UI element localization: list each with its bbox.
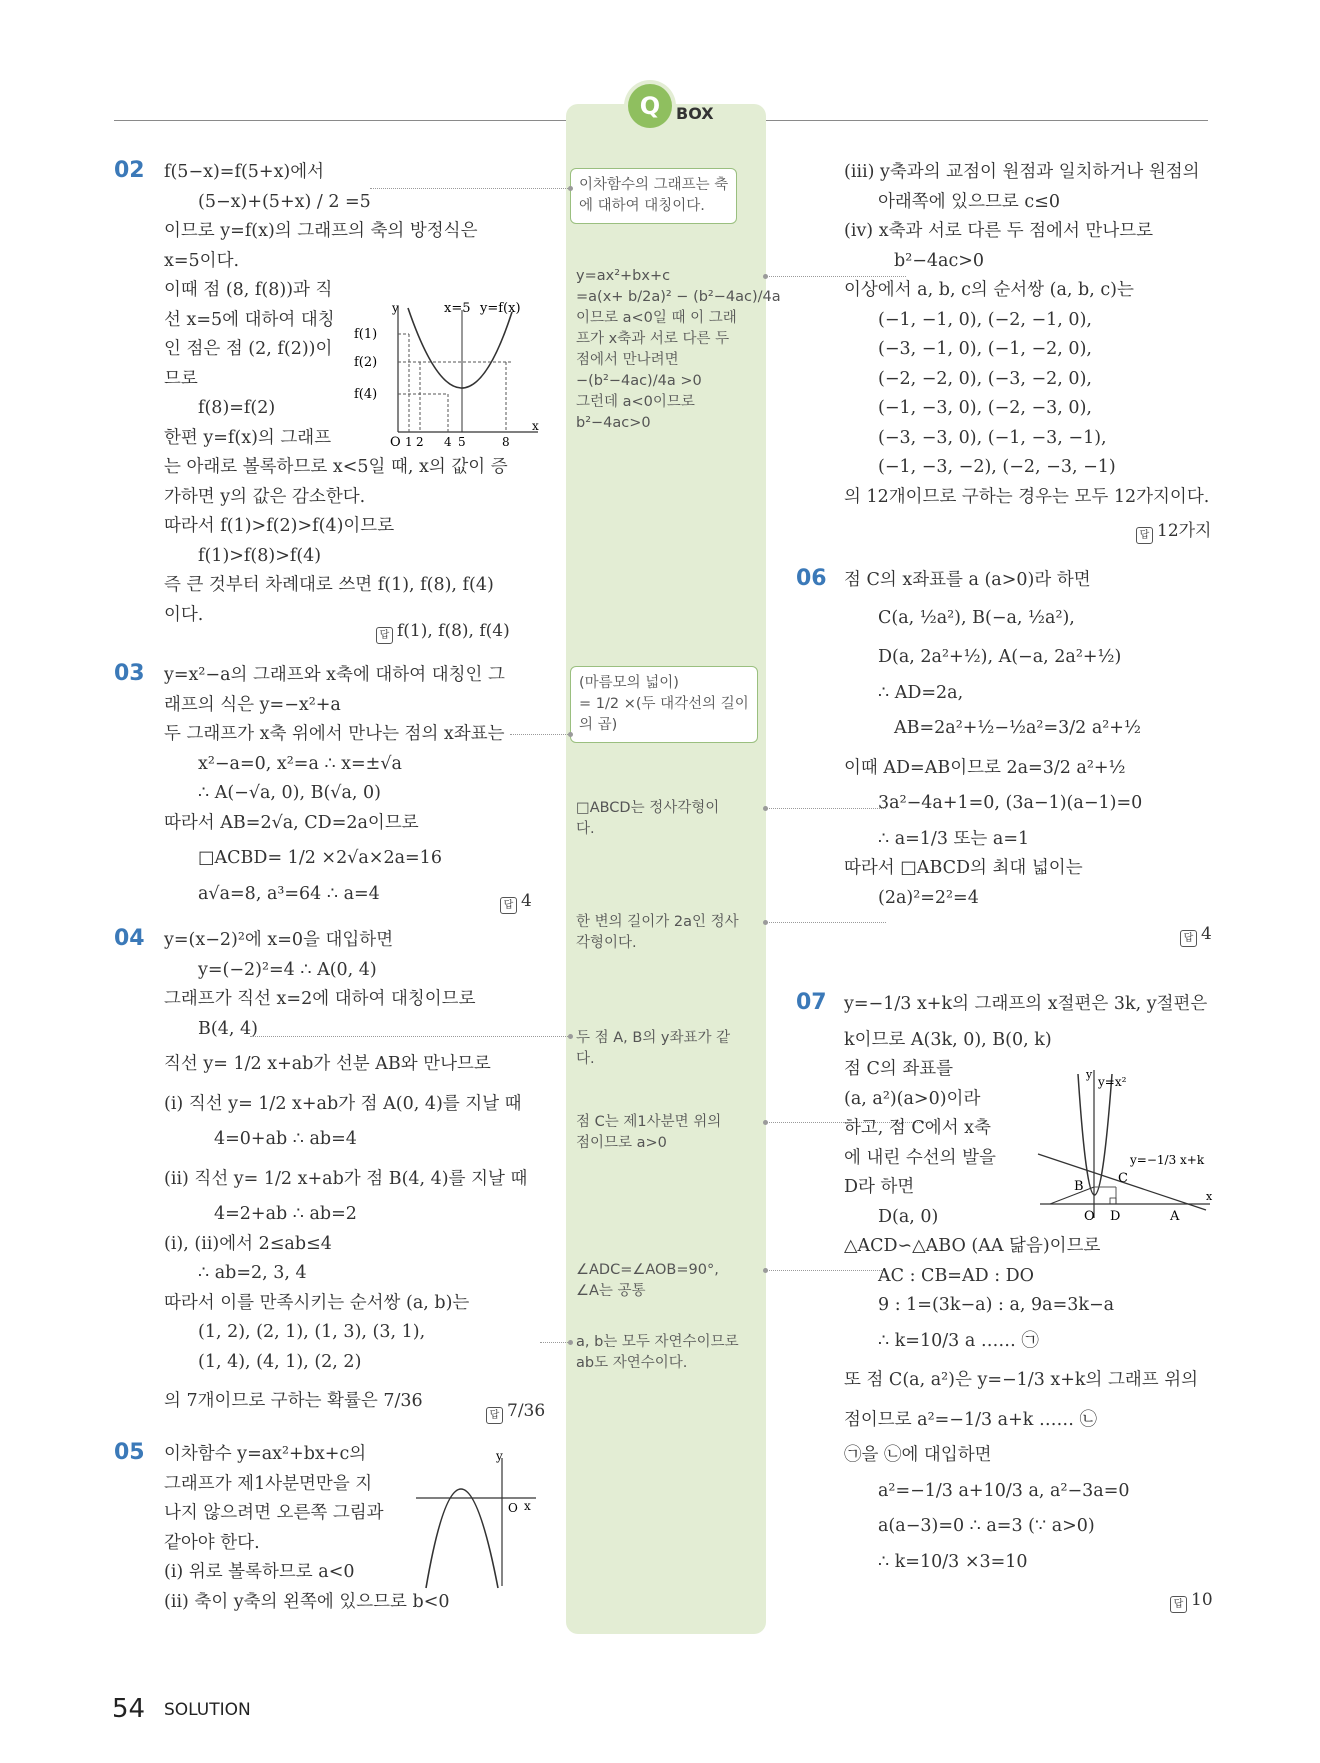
graph-07-point-b: B xyxy=(1074,1179,1084,1194)
text-line: (ⅲ) y축과의 교점이 원점과 일치하거나 원점의 xyxy=(844,162,1200,182)
graph-07-curve-label: y=x² xyxy=(1098,1075,1127,1089)
graph-07-point-d: D xyxy=(1110,1209,1121,1224)
text-line: x²−a=0, x²=a ∴ x=±√a xyxy=(198,753,402,774)
text-line: a√a=8, a³=64 ∴ a=4 xyxy=(198,883,380,904)
graph-07-point-c: C xyxy=(1118,1171,1128,1186)
connector-dot xyxy=(766,922,886,923)
graph-07-x-label: x xyxy=(1206,1190,1213,1203)
text-line: 므로 xyxy=(164,368,198,389)
qbox-note-3 xyxy=(570,666,758,743)
text-line: (−1, −3, 0), (−2, −3, 0), xyxy=(878,398,1092,418)
graph-07-origin: O xyxy=(1084,1209,1095,1224)
text-line: 이차함수 y=ax²+bx+c의 xyxy=(164,1444,367,1464)
text-line: b²−4ac>0 xyxy=(894,250,985,271)
text-line: 그래프가 직선 x=2에 대하여 대칭이므로 xyxy=(164,989,476,1009)
graph-05 xyxy=(412,1450,542,1590)
text-line: (−3, −1, 0), (−1, −2, 0), xyxy=(878,339,1092,359)
qbox-note-6 xyxy=(576,1028,730,1070)
problem-number-06: 06 xyxy=(796,566,827,591)
text-line: 따라서 □ABCD의 최대 넓이는 xyxy=(844,858,1083,878)
text-line: 하고, 점 C에서 x축 xyxy=(844,1118,991,1138)
text-line: (ⅰ), (ⅱ)에서 2≤ab≤4 xyxy=(164,1233,332,1254)
text-line: (ⅰ) 위로 볼록하므로 a<0 xyxy=(164,1562,355,1582)
graph-02-tick: 8 xyxy=(502,435,510,449)
answer-mark-icon: 답 xyxy=(1136,527,1153,544)
connector-dot xyxy=(370,188,570,189)
note-text: 점 C는 제1사분면 위의 점이므로 a>0 xyxy=(576,1114,722,1151)
text-line: 이때 AD=AB이므로 2a=3/2 a²+½ xyxy=(844,757,1126,778)
graph-02-f2: f(2) xyxy=(354,355,378,370)
note-text: 두 점 A, B의 y좌표가 같 다. xyxy=(576,1030,731,1067)
text-line: □ACBD= 1/2 ×2√a×2a=16 xyxy=(198,848,442,868)
text-line: (5−x)+(5+x) / 2 =5 xyxy=(198,191,371,212)
text-line: x=5이다. xyxy=(164,250,240,271)
graph-02-tick: 1 xyxy=(405,435,413,449)
graph-02-f4: f(4) xyxy=(354,387,378,402)
text-line: 직선 y= 1/2 x+ab가 선분 AB와 만나므로 xyxy=(164,1054,491,1074)
graph-07 xyxy=(1034,1066,1214,1226)
text-line: 점 C의 좌표를 xyxy=(844,1059,954,1079)
graph-07-y-label: y xyxy=(1086,1068,1093,1081)
graph-02-tick: 4 xyxy=(444,435,452,449)
text-line: ∴ AD=2a, xyxy=(878,682,964,703)
graph-02-y-label: y xyxy=(392,301,399,315)
text-line: k이므로 A(3k, 0), B(0, k) xyxy=(844,1029,1052,1050)
text-line: f(8)=f(2) xyxy=(198,398,276,418)
text-line: 가하면 y의 값은 감소한다. xyxy=(164,486,366,507)
text-line: ∴ a=1/3 또는 a=1 xyxy=(878,828,1030,849)
qbox-label: BOX xyxy=(676,104,714,123)
problem-06 xyxy=(844,566,1224,913)
text-line: y=(x−2)²에 x=0을 대입하면 xyxy=(164,930,394,950)
connector-dot xyxy=(250,1036,570,1037)
footer-label: SOLUTION xyxy=(164,1700,251,1720)
text-line: (ⅳ) x축과 서로 다른 두 점에서 만나므로 xyxy=(844,221,1154,241)
answer-text: 12가지 xyxy=(1157,521,1212,541)
text-line: (−1, −3, −2), (−2, −3, −1) xyxy=(878,457,1116,477)
answer-07 xyxy=(1170,1590,1213,1613)
text-line: 4=2+ab ∴ ab=2 xyxy=(214,1204,357,1224)
text-line: 나지 않으려면 오른쪽 그림과 xyxy=(164,1503,384,1523)
graph-02 xyxy=(354,296,544,450)
answer-mark-icon: 답 xyxy=(486,1407,503,1424)
answer-06 xyxy=(1180,924,1212,947)
text-line: 에 내린 수선의 발을 xyxy=(844,1147,996,1168)
text-line: f(5−x)=f(5+x)에서 xyxy=(164,162,325,182)
answer-text: 10 xyxy=(1191,1590,1213,1610)
text-line: (−1, −1, 0), (−2, −1, 0), xyxy=(878,309,1092,330)
text-line: y=(−2)²=4 ∴ A(0, 4) xyxy=(198,959,377,980)
text-line: (2a)²=2²=4 xyxy=(878,887,979,908)
answer-02 xyxy=(376,621,510,644)
text-line: y=−1/3 x+k의 그래프의 x절편은 3k, y절편은 xyxy=(844,994,1208,1014)
graph-05-origin: O xyxy=(508,1501,518,1515)
answer-mark-icon: 답 xyxy=(376,627,393,644)
text-line: 래프의 식은 y=−x²+a xyxy=(164,694,341,715)
text-line: 따라서 이를 만족시키는 순서쌍 (a, b)는 xyxy=(164,1292,470,1313)
answer-text: f(1), f(8), f(4) xyxy=(397,621,510,641)
problem-number-03: 03 xyxy=(114,661,145,686)
problem-number-07: 07 xyxy=(796,990,827,1015)
answer-04 xyxy=(486,1401,545,1424)
problem-number-04: 04 xyxy=(114,926,145,951)
note-text: ∠ADC=∠AOB=90°, ∠A는 공통 xyxy=(576,1262,719,1299)
text-line: 의 7개이므로 구하는 확률은 7/36 xyxy=(164,1391,423,1411)
text-line: 인 점은 점 (2, f(2))이 xyxy=(164,339,333,359)
answer-mark-icon: 답 xyxy=(500,897,517,914)
page-number: 54 xyxy=(112,1694,146,1724)
text-line: (ⅰ) 직선 y= 1/2 x+ab가 점 A(0, 4)를 지날 때 xyxy=(164,1093,522,1114)
text-line: 같아야 한다. xyxy=(164,1532,260,1553)
problem-05-continued xyxy=(844,158,1224,512)
text-line: 이므로 y=f(x)의 그래프의 축의 방정식은 xyxy=(164,221,478,241)
text-line: 이때 점 (8, f(8))과 직 xyxy=(164,280,333,300)
qbox-note-1 xyxy=(570,168,737,224)
graph-02-eq-label: y=f(x) xyxy=(480,301,521,316)
text-line: 한편 y=f(x)의 그래프 xyxy=(164,427,332,448)
connector-dot xyxy=(540,1342,570,1343)
text-line: (ⅱ) 직선 y= 1/2 x+ab가 점 B(4, 4)를 지날 때 xyxy=(164,1168,528,1189)
qbox-note-8 xyxy=(576,1260,719,1302)
text-line: 그래프가 제1사분면만을 지 xyxy=(164,1473,373,1494)
graph-02-x-label: x xyxy=(532,419,539,433)
text-line: ∴ k=10/3 ×3=10 xyxy=(878,1551,1028,1572)
text-line: C(a, ½a²), B(−a, ½a²), xyxy=(878,607,1075,628)
graph-02-tick: 5 xyxy=(458,435,466,449)
note-text: □ABCD는 정사각형이 다. xyxy=(576,800,720,837)
connector-dot xyxy=(510,734,570,735)
text-line: AB=2a²+½−½a²=3/2 a²+½ xyxy=(894,718,1141,738)
text-line: ㉠을 ㉡에 대입하면 xyxy=(844,1445,992,1465)
text-line: (−3, −3, 0), (−1, −3, −1), xyxy=(878,427,1107,448)
text-line: 또 점 C(a, a²)은 y=−1/3 x+k의 그래프 위의 xyxy=(844,1370,1199,1390)
answer-text: 4 xyxy=(1201,924,1212,944)
answer-text: 4 xyxy=(521,891,532,911)
text-line: (1, 4), (4, 1), (2, 2) xyxy=(198,1351,362,1372)
text-line: B(4, 4) xyxy=(198,1018,258,1039)
qbox-note-2 xyxy=(576,266,781,434)
text-line: 4=0+ab ∴ ab=4 xyxy=(214,1129,357,1149)
graph-07-point-a: A xyxy=(1170,1209,1180,1224)
text-line: f(1)>f(8)>f(4) xyxy=(198,545,322,566)
note-text: a, b는 모두 자연수이므로 ab도 자연수이다. xyxy=(576,1334,739,1371)
text-line: (ⅱ) 축이 y축의 왼쪽에 있으므로 b<0 xyxy=(164,1591,450,1612)
answer-mark-icon: 답 xyxy=(1170,1596,1187,1613)
qbox-logo: Q xyxy=(628,84,672,128)
text-line: (−2, −2, 0), (−3, −2, 0), xyxy=(878,368,1092,389)
note-text: 한 변의 길이가 2a인 정사 각형이다. xyxy=(576,914,739,951)
text-line: 선 x=5에 대하여 대칭 xyxy=(164,309,335,330)
graph-02-origin: O xyxy=(390,435,401,450)
problem-03 xyxy=(164,661,544,909)
qbox-note-4 xyxy=(576,798,719,840)
text-line: ∴ ab=2, 3, 4 xyxy=(198,1263,307,1283)
text-line: (a, a²)(a>0)이라 xyxy=(844,1088,981,1109)
text-line: y=x²−a의 그래프와 x축에 대하여 대칭인 그 xyxy=(164,665,505,685)
text-line: AC : CB=AD : DO xyxy=(878,1265,1035,1286)
graph-02-f1: f(1) xyxy=(354,327,378,342)
text-line: 3a²−4a+1=0, (3a−1)(a−1)=0 xyxy=(878,793,1143,813)
text-line: a²=−1/3 a+10/3 a, a²−3a=0 xyxy=(878,1480,1130,1501)
problem-04 xyxy=(164,926,544,1417)
text-line: D(a, 2a²+½), A(−a, 2a²+½) xyxy=(878,647,1122,667)
answer-mark-icon: 답 xyxy=(1180,930,1197,947)
text-line: 의 12개이므로 구하는 경우는 모두 12가지이다. xyxy=(844,486,1210,507)
qbox-note-5 xyxy=(576,912,739,954)
note-text: y=ax²+bx+c =a(x+ b/2a)² − (b²−4ac)/4a 이므로 a<0일 때 이 그래 프가 x축과 서로 다른 두 점에서 만나려면 −(b²−4ac)/4a >0 그런데 a<0이므로 b²−4ac>0 xyxy=(576,268,781,431)
graph-02-axis-label: x=5 xyxy=(444,301,471,316)
text-line: 점이므로 a²=−1/3 a+k …… ㉡ xyxy=(844,1409,1098,1430)
text-line: ∴ k=10/3 a …… ㉠ xyxy=(878,1330,1039,1351)
text-line: △ACD∽△ABO (AA 닮음)이므로 xyxy=(844,1236,1101,1256)
text-line: 이상에서 a, b, c의 순서쌍 (a, b, c)는 xyxy=(844,280,1134,300)
answer-03 xyxy=(500,891,532,914)
problem-number-02: 02 xyxy=(114,158,145,183)
text-line: 는 아래로 볼록하므로 x<5일 때, x의 값이 증 xyxy=(164,457,508,477)
qbox-note-9 xyxy=(576,1332,739,1374)
text-line: (1, 2), (2, 1), (1, 3), (3, 1), xyxy=(198,1322,426,1342)
text-line: D라 하면 xyxy=(844,1177,915,1197)
text-line: 따라서 f(1)>f(2)>f(4)이므로 xyxy=(164,516,395,536)
text-line: a(a−3)=0 ∴ a=3 (∵ a>0) xyxy=(878,1516,1095,1536)
text-line: D(a, 0) xyxy=(878,1206,939,1227)
text-line: 이다. xyxy=(164,604,204,625)
note-text: (마름모의 넓이) = 1/2 ×(두 대각선의 길이 의 곱) xyxy=(579,675,749,733)
text-line: 두 그래프가 x축 위에서 만나는 점의 x좌표는 xyxy=(164,724,505,744)
problem-number-05: 05 xyxy=(114,1440,145,1465)
qbox-note-7 xyxy=(576,1112,721,1154)
note-text: 이차함수의 그래프는 축 에 대하여 대칭이다. xyxy=(579,177,729,214)
graph-05-y-label: y xyxy=(496,1449,503,1463)
text-line: 9 : 1=(3k−a) : a, 9a=3k−a xyxy=(878,1295,1115,1315)
answer-05 xyxy=(1136,516,1211,544)
graph-05-x-label: x xyxy=(524,1499,531,1513)
text-line: 점 C의 x좌표를 a (a>0)라 하면 xyxy=(844,570,1091,590)
graph-07-line-label: y=−1/3 x+k xyxy=(1130,1153,1205,1167)
graph-02-tick: 2 xyxy=(416,435,424,449)
text-line: 즉 큰 것부터 차례대로 쓰면 f(1), f(8), f(4) xyxy=(164,575,494,595)
text-line: 아래쪽에 있으므로 c≤0 xyxy=(878,191,1060,212)
text-line: ∴ A(−√a, 0), B(√a, 0) xyxy=(198,783,381,803)
text-line: 따라서 AB=2√a, CD=2a이므로 xyxy=(164,812,419,833)
answer-text: 7/36 xyxy=(507,1401,546,1421)
